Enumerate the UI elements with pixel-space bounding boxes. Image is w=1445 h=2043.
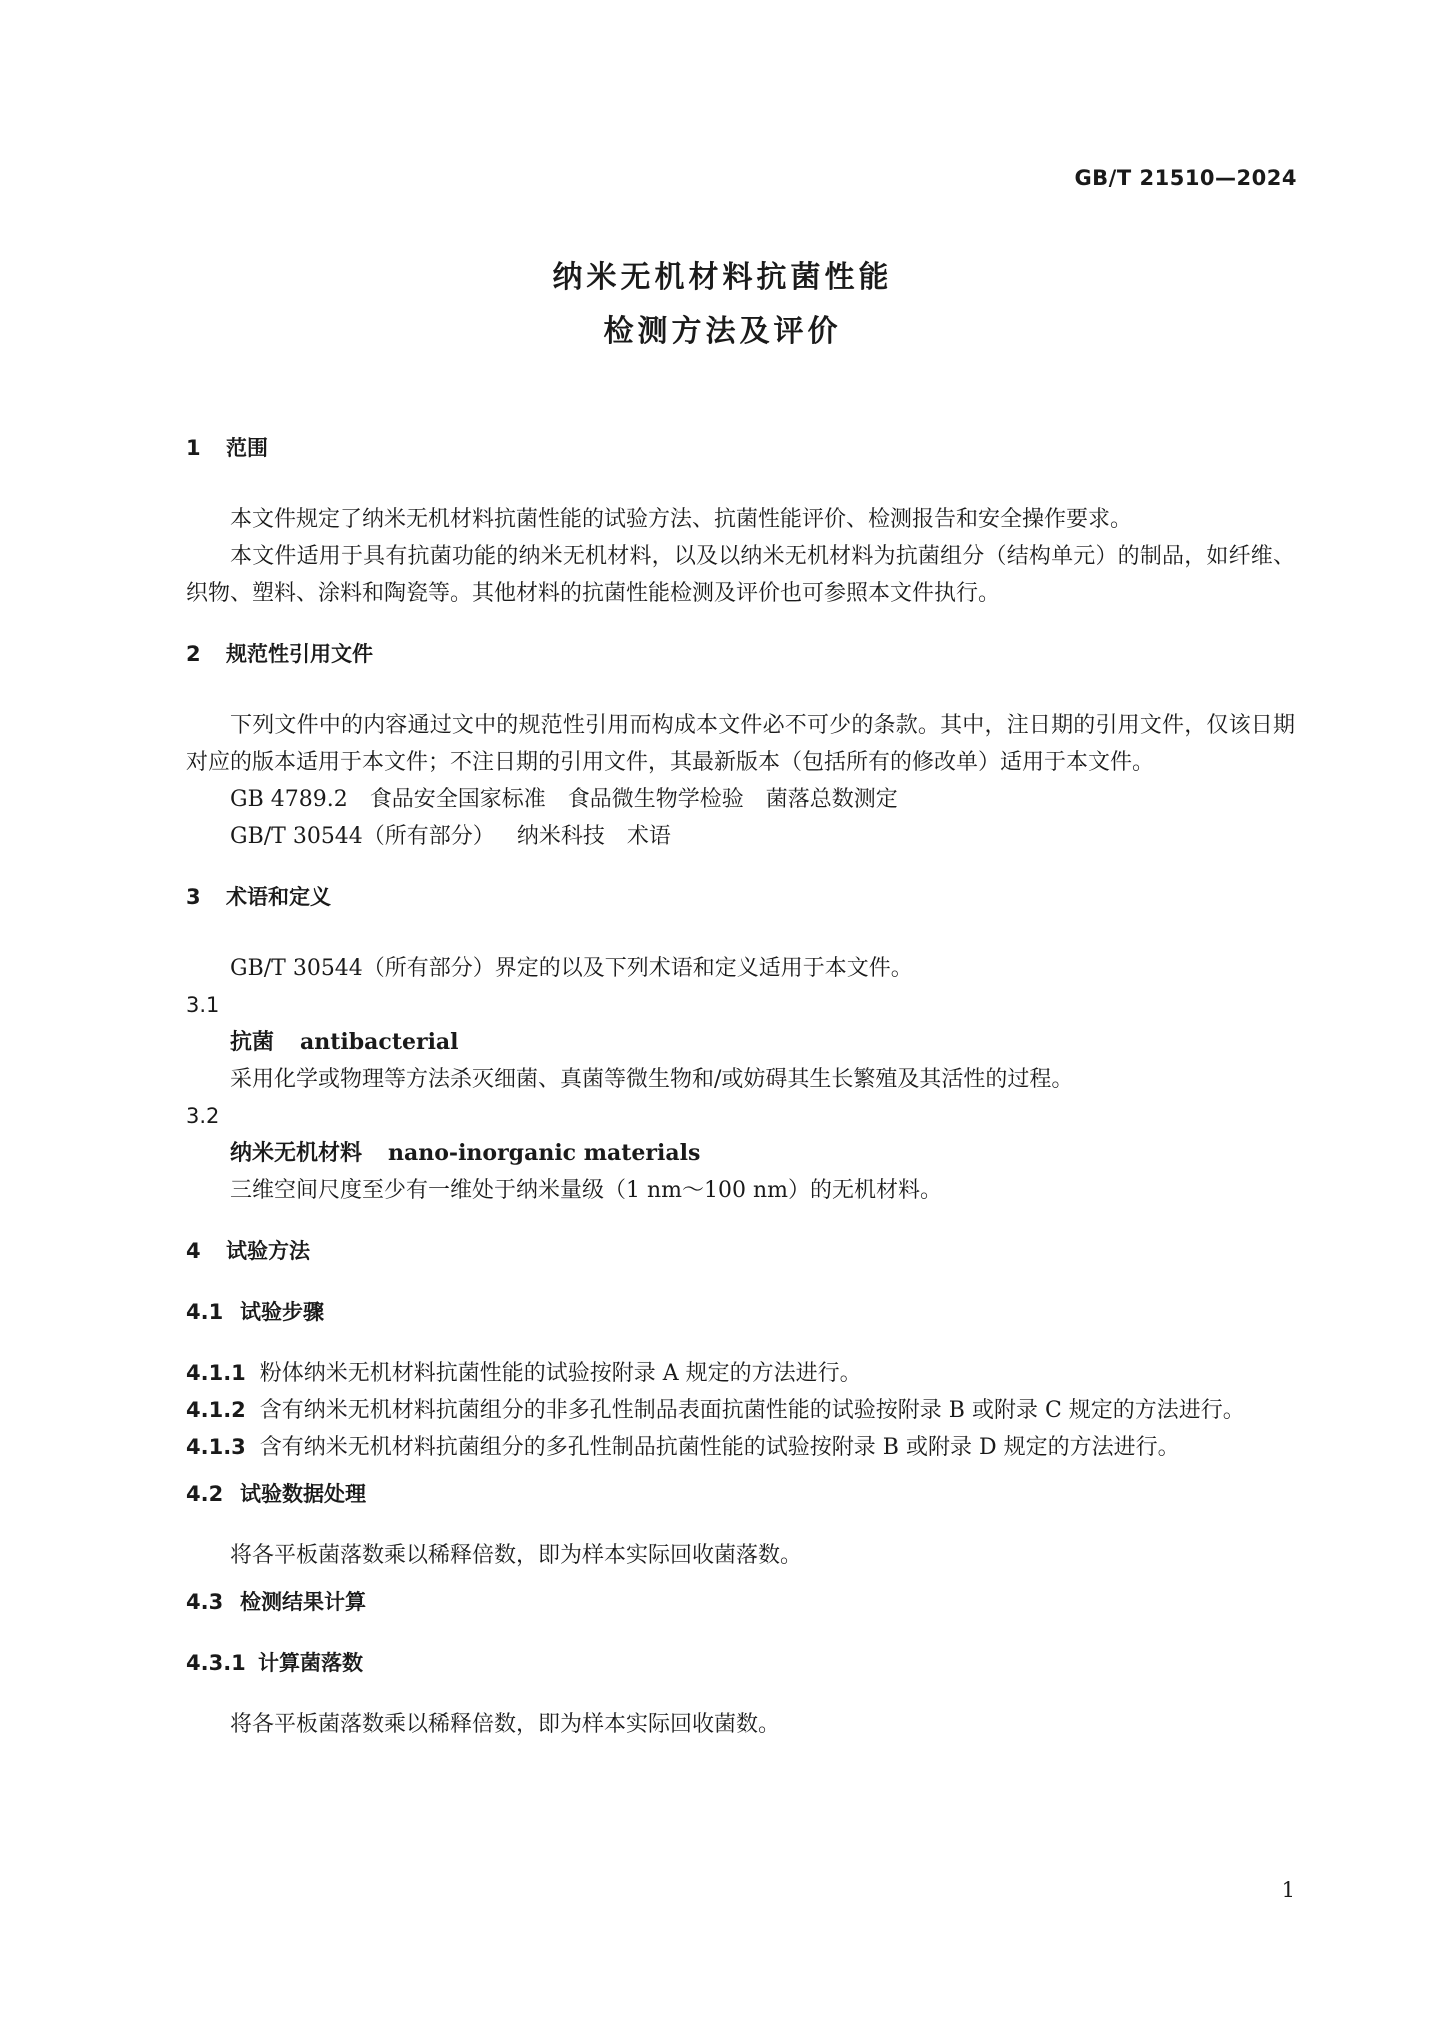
- section-4-2-heading: 4.2 试验数据处理: [186, 1482, 366, 1506]
- section-3-heading: 3 术语和定义: [186, 885, 331, 909]
- section-4-3-1-heading: 4.3.1 计算菌落数: [186, 1651, 363, 1675]
- page-number: 1: [1281, 1878, 1295, 1902]
- document-title-line2: 检测方法及评价: [603, 314, 842, 349]
- term-3-1-definition: 采用化学或物理等方法杀灭细菌、真菌等微生物和/或妨碍其生长繁殖及其活性的过程。: [230, 1067, 1074, 1092]
- section-1-paragraph-2: 本文件适用于具有抗菌功能的纳米无机材料，以及以纳米无机材料为抗菌组分（结构单元）的制品，如纤维、织物、塑料、涂料和陶瓷等。其他材料的抗菌性能检测及评价也可参照本文件执行。: [186, 544, 1295, 606]
- term-3-2-number: 3.2: [186, 1104, 220, 1128]
- document-body: [186, 430, 1295, 1743]
- section-1-heading: 1 范围: [186, 436, 268, 460]
- clause-4-1-2: 4.1.2 含有纳米无机材料抗菌组分的非多孔性制品表面抗菌性能的试验按附录 B 或附录 C 规定的方法进行。: [186, 1398, 1245, 1423]
- section-3-paragraph-1: GB/T 30544（所有部分）界定的以及下列术语和定义适用于本文件。: [230, 956, 913, 981]
- term-3-2-title: 纳米无机材料 nano-inorganic materials: [230, 1140, 701, 1166]
- section-1-paragraph-1: 本文件规定了纳米无机材料抗菌性能的试验方法、抗菌性能评价、检测报告和安全操作要求。: [230, 507, 1133, 532]
- term-3-1-number: 3.1: [186, 993, 220, 1017]
- section-2-paragraph-1: 下列文件中的内容通过文中的规范性引用而构成本文件必不可少的条款。其中，注日期的引用文件，仅该日期对应的版本适用于本文件；不注日期的引用文件，其最新版本（包括所有的修改单）适用于本文件。: [186, 713, 1295, 775]
- clause-4-1-1: 4.1.1 粉体纳米无机材料抗菌性能的试验按附录 A 规定的方法进行。: [186, 1361, 862, 1386]
- term-3-1-title: 抗菌 antibacterial: [230, 1029, 459, 1055]
- section-4-heading: 4 试验方法: [186, 1239, 310, 1263]
- term-3-2-definition: 三维空间尺度至少有一维处于纳米量级（1 nm～100 nm）的无机材料。: [230, 1178, 943, 1203]
- section-2-heading: 2 规范性引用文件: [186, 642, 373, 666]
- section-4-2-paragraph-1: 将各平板菌落数乘以稀释倍数，即为样本实际回收菌落数。: [230, 1543, 803, 1568]
- normative-reference-2: GB/T 30544（所有部分） 纳米科技 术语: [230, 824, 671, 849]
- document-title-line1: 纳米无机材料抗菌性能: [552, 260, 893, 295]
- clause-4-1-3: 4.1.3 含有纳米无机材料抗菌组分的多孔性制品抗菌性能的试验按附录 B 或附录 D 规定的方法进行。: [186, 1435, 1180, 1460]
- section-4-1-heading: 4.1 试验步骤: [186, 1300, 324, 1324]
- section-4-3-heading: 4.3 检测结果计算: [186, 1590, 366, 1614]
- section-4-3-1-paragraph-1: 将各平板菌落数乘以稀释倍数，即为样本实际回收菌数。: [230, 1712, 781, 1737]
- normative-reference-1: GB 4789.2 食品安全国家标准 食品微生物学检验 菌落总数测定: [230, 787, 898, 812]
- standard-number: GB/T 21510—2024: [1074, 166, 1297, 190]
